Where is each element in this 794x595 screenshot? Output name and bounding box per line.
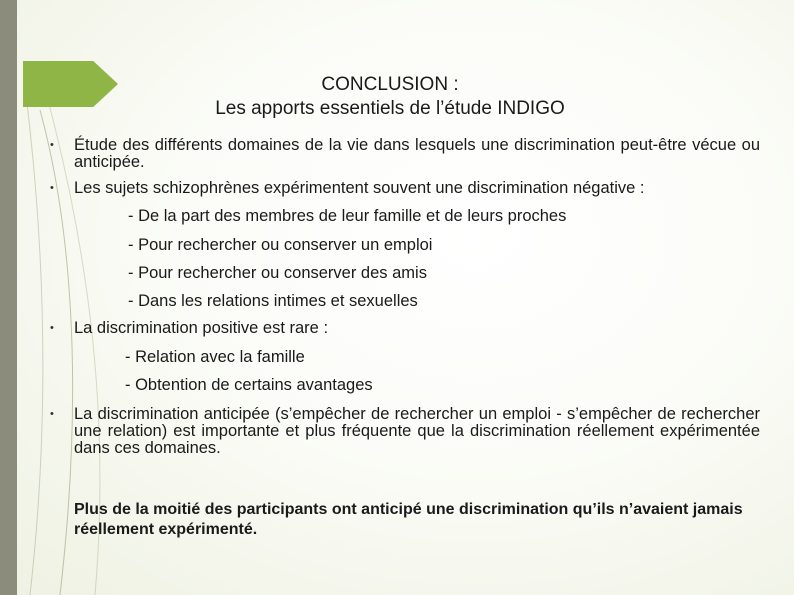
bullet-marker: • (50, 139, 54, 151)
bullet-item-1: Étude des différents domaines de la vie dans lesquels une discrimination peut-être vécue ou anticipée. (74, 136, 760, 171)
bullet-marker: • (50, 408, 54, 420)
sub-item: - Relation avec la famille (125, 348, 305, 366)
conclusion-text: Plus de la moitié des participants ont anticipé une discrimination qu’ils n’avaient jamais réellement expérimenté. (74, 501, 743, 538)
sub-item: - Obtention de certains avantages (125, 376, 373, 394)
slide-title-line2: Les apports essentiels de l’étude INDIGO (215, 98, 565, 119)
bullet-marker: • (50, 322, 54, 334)
sub-item: - De la part des membres de leur famille et de leurs proches (128, 207, 567, 225)
sub-item: - Pour rechercher ou conserver des amis (128, 264, 427, 282)
sub-item: - Dans les relations intimes et sexuelles (128, 292, 418, 310)
sub-item: - Pour rechercher ou conserver un emploi (128, 236, 433, 254)
bullet-item-2: Les sujets schizophrènes expérimentent souvent une discrimination négative : (74, 179, 645, 197)
bullet-marker: • (50, 182, 54, 194)
bullet-item-3: La discrimination positive est rare : (74, 319, 329, 337)
bullet-item-4: La discrimination anticipée (s’empêcher de rechercher un emploi - s’empêcher de rechercher une relation) est importante et plus fréquente que la discrimination réellement expérimentée dans ces domaines. (74, 405, 760, 457)
left-sidebar-bar (0, 0, 17, 595)
slide-title-line1: CONCLUSION : (321, 74, 459, 95)
